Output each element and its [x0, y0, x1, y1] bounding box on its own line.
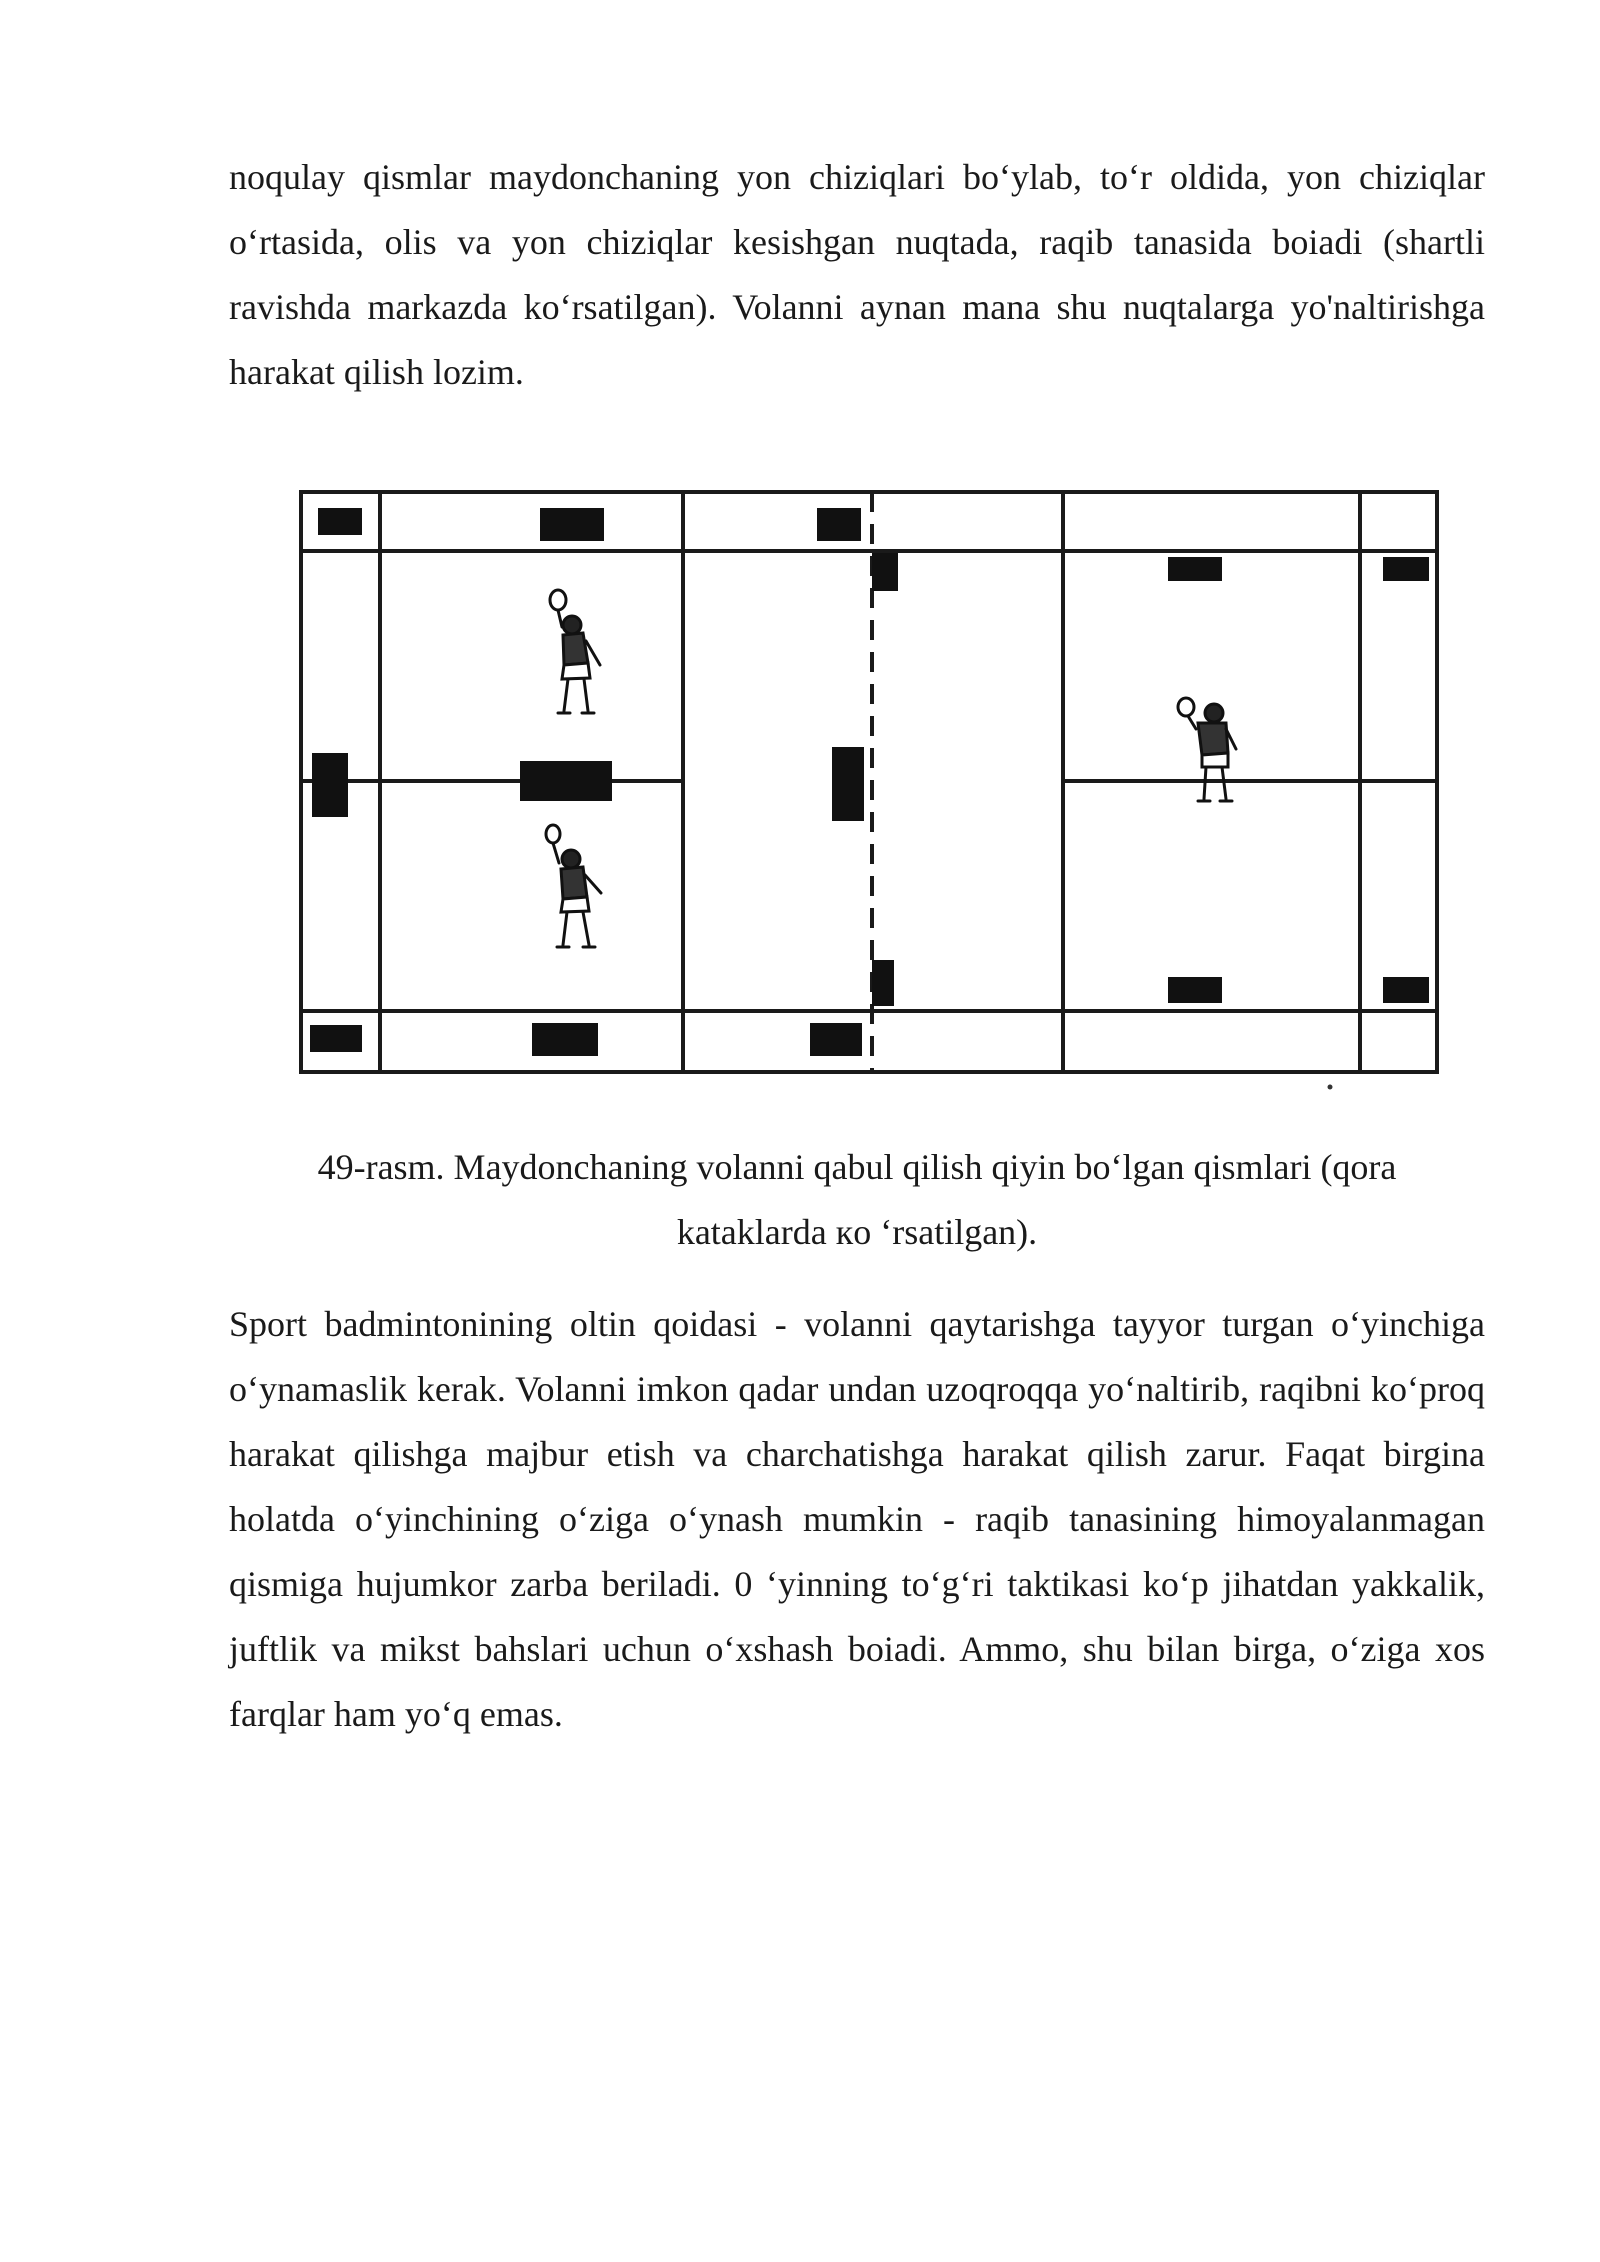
- player-figure-icon: [550, 590, 600, 713]
- court-diagram-icon: [290, 483, 1450, 1093]
- caption-line-1: 49-rasm. Maydonchaning volanni qabul qilish qiyin bo‘lgan qismlari (qora: [317, 1147, 1397, 1187]
- body-paragraph-2: Sport badmintonining oltin qoidasi - volanni qaytarishga tayyor turgan o‘yinchiga o‘ynamaslik kerak. Volanni imkon qadar undan uzoqroqqa yo‘naltirib, raqibni ko‘proq harakat qilishga majbur etish va charchatishga harakat qilish zarur. Faqat birgina holatda o‘yinchining o‘ziga o‘ynash mumkin - raqib tanasining himoyalanmagan qismiga hujumkor zarba beriladi. 0 ‘yinning to‘g‘ri taktikasi ko‘p jihatdan yakkalik, juftlik va mikst bahslari uchun o‘xshash boiadi. Ammo, shu bilan birga, o‘ziga xos farqlar ham yo‘q emas.: [229, 1304, 1485, 1734]
- shuttle-target-marker-icon: [520, 761, 612, 801]
- body-paragraph-1: noqulay qismlar maydonchaning yon chiziqlari bo‘ylab, to‘r oldida, yon chiziqlar o‘rtasida, olis va yon chiziqlar kesishgan nuqtada, raqib tanasida boiadi (shartli ravishda markazda ko‘rsatilgan). Volanni aynan mana shu nuqtalarga yo'naltirishga harakat qilish lozim.: [229, 157, 1485, 392]
- player-figure-group: [546, 590, 1236, 947]
- court-diagram-figure: [290, 483, 1450, 1093]
- shuttle-target-marker-icon: [810, 1023, 862, 1056]
- shuttle-target-marker-icon: [540, 508, 604, 541]
- shuttle-target-marker-icon: [872, 960, 894, 1006]
- shuttle-target-marker-icon: [817, 508, 861, 541]
- shuttle-target-marker-icon: [318, 508, 362, 535]
- player-figure-icon: [1178, 698, 1236, 801]
- shuttle-target-marker-icon: [310, 1025, 362, 1052]
- shuttle-target-marker-icon: [1383, 557, 1429, 581]
- shuttle-target-marker-icon: [832, 747, 864, 821]
- player-figure-icon: [546, 825, 601, 947]
- caption-line-2: kataklarda кo ‘rsatilgan).: [676, 1212, 1038, 1252]
- shuttle-target-marker-icon: [1168, 977, 1222, 1003]
- shuttle-target-marker-icon: [872, 553, 898, 591]
- shuttle-target-marker-icon: [1383, 977, 1429, 1003]
- shuttle-target-marker-icon: [532, 1023, 598, 1056]
- shuttle-target-marker-icon: [1168, 557, 1222, 581]
- shuttle-target-marker-icon: [312, 753, 348, 817]
- figure-caption: [229, 1135, 1485, 1265]
